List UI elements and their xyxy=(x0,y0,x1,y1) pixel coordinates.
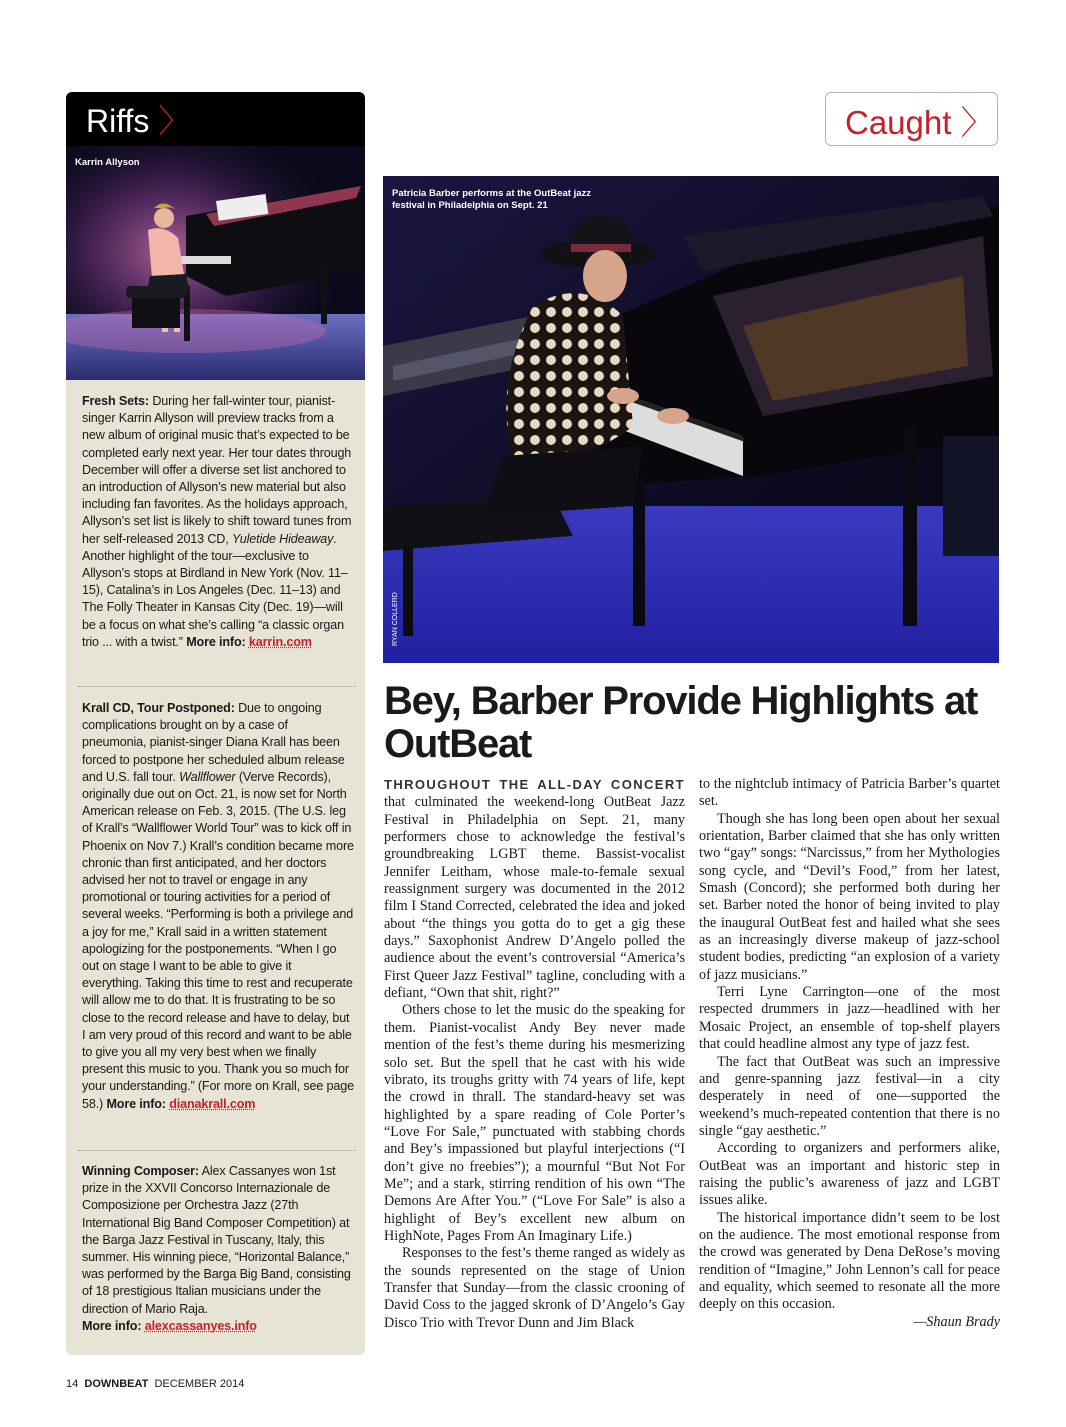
karrin-allyson-photo-art xyxy=(66,146,365,380)
sidebar-item-body: During her fall-winter tour, pianist-singer Karrin Allyson will preview tracks from a new album of original music that’s expected to be completed early next year. Her tour dates through December will offer a diverse set list anchored to an introduction of Allyson’s new material but also including fan favorites. As the holidays approach, Allyson’s set list is likely to shift toward tunes from her self-released 2013 CD, xyxy=(82,394,352,546)
issue-date: DECEMBER 2014 xyxy=(154,1378,245,1390)
sidebar-item-italic: Wallflower xyxy=(179,769,236,784)
page-footer xyxy=(66,1378,244,1390)
karrin-allyson-caption: Karrin Allyson xyxy=(75,157,140,168)
more-info-label: More info: xyxy=(106,1096,166,1111)
sidebar-item-fresh-sets xyxy=(82,393,354,651)
karrin-link[interactable]: karrin.com xyxy=(248,634,312,649)
article-paragraph: Though she has long been open about her sexual orientation, Barber claimed that she has only written two “gay” songs: “Narcissus,” from her Mythologies song cycle, and “Devil’s Food,” from her latest, Smash (Concord); she performed both during her set. Barber noted the honor of being invited to play the inaugural OutBeat fest and hailed what she sees as an increasingly diverse makeup of jazz-school student bodies, predicting “an explosion of a variety of jazz musicians.” xyxy=(699,810,1000,983)
sidebar-item-heading: Fresh Sets: xyxy=(82,394,149,408)
sidebar-item-heading: Winning Composer: xyxy=(82,1164,199,1178)
article-paragraph: Others chose to let the music do the speaking for them. Pianist-vocalist Andy Bey never made mention of the fest’s theme during his mesmerizing solo set. But the spell that he cast with his wide vibrato, its troughs gritty with 74 years of life, kept the crowd in thrall. The standard-heavy set was highlighted by a spare reading of Cole Porter’s “Love For Sale,” punctuated with stabbing chords and Bey’s impassioned but playful interjections (“I don’t give no freebies”); a mournful “But Not For Me”; and a stark, stirring rendition of his own “The Demons Are After You.” (“Love For Sale” is also a highlight of Bey’s excellent new album on HighNote, Pages From An Imaginary Life.) xyxy=(384,1002,685,1244)
riffs-title-text: Riffs xyxy=(86,103,150,139)
riffs-title xyxy=(86,96,190,142)
article-byline: —Shaun Brady xyxy=(913,1313,1000,1330)
sidebar-item-heading: Krall CD, Tour Postponed: xyxy=(82,701,235,715)
more-info-label: More info: xyxy=(186,634,246,649)
article-headline: Bey, Barber Provide Highlights at OutBeat xyxy=(384,679,978,766)
page-number: 14 xyxy=(66,1378,79,1390)
caught-chevron-icon: 〉 xyxy=(960,104,994,141)
patricia-barber-photo xyxy=(383,176,999,663)
sidebar-item-body-after: (Verve Records), originally due out on Oct. 21, is now set for North American release on Feb. 3, 2015. (The U.S. leg of Krall’s “Wallflower World Tour” was to kick off in Phoenix on Nov 7.) Krall’s condition became more chronic than first anticipated, and her doctors advised her not to travel or engage in any promotional or touring activities for a period of several weeks. “Performing is both a privilege and a joy for me,” Krall said in a written statement apologizing for the postponements. “When I go out on stage I want to be able to give it everything. Taking this time to rest and recuperate will allow me to do that. It is frustrating to be so close to the record release and have to delay, but I am very proud of this record and want to be able to give you all my very best when we finally present this music to you. Thank you so much for your understanding.” (For more on Krall, see page 58.) xyxy=(82,769,354,1111)
article-paragraph: According to organizers and performers alike, OutBeat was an important and historic step in raising the public’s awareness of jazz and LGBT issues alike. xyxy=(699,1140,1000,1209)
article-paragraph-text: that culminated the weekend-long OutBeat Jazz Festival in Philadelphia on Sept. 21, many performers chose to acknowledge the festival’s groundbreaking LGBT theme. Bassist-vocalist Jennifer Leitham, whose male-to-female sexual reassignment surgery was documented in the 2012 film I Stand Corrected, celebrated the idea and joked about “the things you gotta do to get a gig these days.” Saxophonist Andrew D’Angelo polled the audience about the event’s controversial “America’s First Queer Jazz Festival” tagline, concluding with a defiant, “Own that shit, right?” xyxy=(384,794,685,1002)
caught-title-text: Caught xyxy=(845,104,952,141)
article-paragraph: Terri Lyne Carrington—one of the most respected drummers in jazz—headlined with her Mosaic Project, an ensemble of top-shelf players that could headline almost any type of jazz fest. xyxy=(699,984,1000,1053)
sidebar-divider xyxy=(78,686,356,687)
sidebar-item-krall xyxy=(82,700,354,1113)
photo-credit: RYAN COLLERD xyxy=(392,592,399,646)
more-info-label: More info: xyxy=(82,1318,142,1333)
patricia-barber-photo-art xyxy=(383,176,999,663)
sidebar-item-italic: Yuletide Hideaway xyxy=(231,531,334,546)
caught-title xyxy=(845,97,994,144)
main-photo-caption: Patricia Barber performs at the OutBeat jazz festival in Philadelphia on Sept. 21 xyxy=(392,188,592,211)
sidebar-item-body: Alex Cassanyes won 1st prize in the XXVII Concorso Internazionale de Composizione per Orchestra Jazz (27th International Big Band Composer Competition) at the Barga Jazz Festival in Tuscany, Italy, this summer. His winning piece, “Horizontal Balance,” was performed by the Barga Big Band, consisting of 18 prestigious Italian musicians under the direction of Mario Raja. xyxy=(82,1164,351,1316)
article-paragraph: Responses to the fest’s theme ranged as widely as the sounds represented on the stage of Union Transfer that Sunday—from the classic crooning of David Coss to the jagged skronk of D’Angelo’s Gay Disco Trio with Trevor Dunn and Jim Black xyxy=(384,1245,685,1331)
sidebar-item-winning-composer xyxy=(82,1163,354,1335)
article-column-1 xyxy=(384,776,685,1332)
article-column-2 xyxy=(699,776,1000,1331)
karrin-allyson-photo xyxy=(66,146,365,380)
article-paragraph: The fact that OutBeat was such an impressive and genre-spanning jazz festival—in a city desperately in need of one—supported the weekend’s much-repeated contention that there is no single “gay aesthetic.” xyxy=(699,1053,1000,1139)
riffs-chevron-icon: 〉 xyxy=(158,103,191,139)
dianakrall-link[interactable]: dianakrall.com xyxy=(169,1096,256,1111)
sidebar-divider xyxy=(78,1150,356,1151)
article-lead-caps: THROUGHOUT THE ALL-DAY CONCERT xyxy=(384,777,685,792)
article-paragraph: The historical importance didn’t seem to be lost on the audience. The most emotional response from the crowd was generated by Dena DeRose’s moving rendition of “Imagine,” John Lennon’s call for peace and equality, which seemed to resonate all the more deeply on this occasion. xyxy=(699,1209,1000,1313)
alexcassanyes-link[interactable]: alexcassanyes.info xyxy=(144,1318,257,1333)
sidebar-item-body-after: . Another highlight of the tour—exclusive to Allyson’s stops at Birdland in New York (Nov. 11–15), Catalina’s in Los Angeles (Dec. 11–13) and The Folly Theater in Kansas City (Dec. 19)—will be a focus on what she’s calling “a classic organ trio ... with a twist.” xyxy=(82,531,348,649)
article-paragraph: to the nightclub intimacy of Patricia Barber’s quartet set. xyxy=(699,776,1000,810)
article-paragraph xyxy=(384,776,685,1002)
sidebar-item-body: Due to ongoing complications brought on by a case of pneumonia, pianist-singer Diana Krall has been forced to postpone her scheduled album release and U.S. fall tour. xyxy=(82,701,345,784)
magazine-name: DOWNBEAT xyxy=(84,1378,149,1390)
